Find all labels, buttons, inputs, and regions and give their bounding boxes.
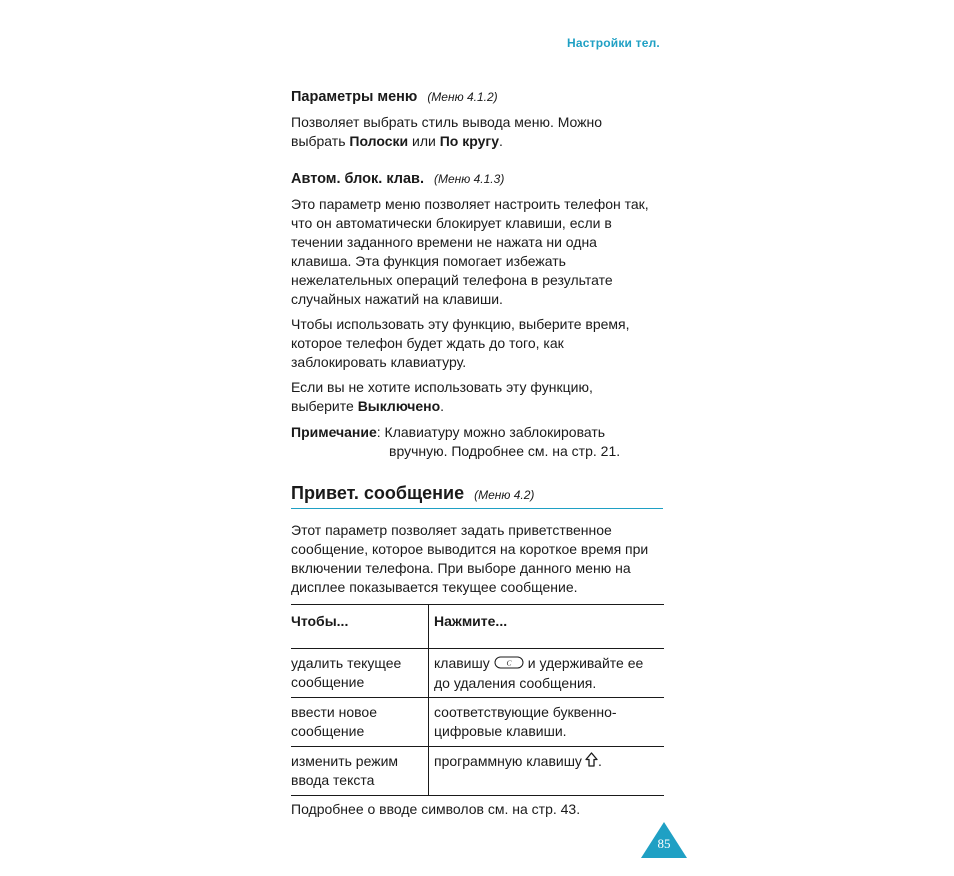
autolock-ref: (Меню 4.1.3) [434,172,505,186]
menu-style-option-stripes: Полоски [349,133,409,149]
autolock-p3-select: выберите [291,398,354,414]
cell-line [434,752,664,772]
autolock-paragraph-1 [291,195,663,309]
cell-text: клавишу [434,655,490,671]
menu-style-end: . [499,133,503,149]
note-text-1: : Клавиатуру можно заблокировать [376,424,606,440]
cell-line: сообщение [291,723,365,739]
autolock-option-off: Выключено [357,398,441,414]
menu-style-option-circle: По кругу [439,133,500,149]
menu-style-text [291,113,663,151]
table-cell-press [429,747,665,796]
autolock-p1-line: Это параметр меню позволяет настроить телефон так, [291,196,649,212]
autolock-p3-line-1: Если вы не хотите использовать эту функцию, [291,379,593,395]
table-cell-action [291,698,429,747]
clear-key-icon [494,655,524,674]
greeting-line: включении телефона. При выборе данного меню на [291,560,631,576]
menu-style-title: Параметры меню [291,89,418,105]
greeting-line: дисплее показывается текущее сообщение. [291,579,578,595]
autolock-section [291,171,663,461]
table-cell-action [291,747,429,796]
autolock-p2-line: которое телефон будет ждать до того, как [291,335,564,351]
greeting-line: сообщение, которое выводится на короткое время при [291,541,649,557]
autolock-p1-line: что он автоматически блокирует клавиши, если в [291,215,612,231]
up-arrow-icon [585,752,598,772]
cell-line: цифровые клавиши. [434,723,567,739]
menu-style-line-2-a: выбрать [291,133,346,149]
cell-line: сообщение [291,674,365,690]
table-header-press: Нажмите... [434,613,508,629]
autolock-p3-end: . [440,398,445,414]
table-row [291,747,664,796]
cell-text: программную клавишу [434,753,582,769]
menu-style-ref: (Меню 4.1.2) [427,90,498,104]
cell-line: удалить текущее [291,655,402,671]
table-cell-press [429,698,665,747]
autolock-note-line-1 [291,423,663,442]
table-header-action: Чтобы... [291,605,429,649]
autolock-p1-line: течении заданного времени не нажата ни одна [291,234,597,250]
cell-line: соответствующие буквенно- [434,704,617,720]
greeting-actions-table [291,604,664,796]
cell-line: ввести новое [291,704,377,720]
greeting-title: Привет. сообщение [291,483,465,503]
footer-note: Подробнее о вводе символов см. на стр. 43. [291,801,581,817]
autolock-heading [291,171,663,187]
note-label: Примечание [291,424,377,440]
autolock-paragraph-3 [291,378,663,416]
autolock-p3-line-2 [291,397,663,416]
cell-text: и удерживайте ее [527,655,644,671]
greeting-ref: (Меню 4.2) [474,488,535,502]
cell-text: . [597,753,602,769]
autolock-p2-line: заблокировать клавиатуру. [291,354,467,370]
menu-style-heading [291,89,663,105]
cell-line: изменить режим [291,753,399,769]
autolock-note [291,423,663,461]
greeting-line: Этот параметр позволяет задать приветственное [291,522,612,538]
greeting-heading [291,483,663,509]
menu-style-line-2 [291,132,663,151]
svg-text:C: C [506,658,512,668]
menu-style-section [291,89,663,151]
table-cell-press [429,649,665,698]
menu-style-or: или [412,133,436,149]
autolock-paragraph-2 [291,315,663,372]
menu-style-line-1: Позволяет выбрать стиль вывода меню. Можно [291,114,603,130]
greeting-paragraph [291,521,663,597]
cell-line: до удаления сообщения. [434,674,597,691]
table-row [291,649,664,698]
autolock-title: Автом. блок. клав. [291,171,424,187]
table-header-row [291,605,664,649]
note-text-2: вручную. Подробнее см. на стр. 21. [389,443,621,459]
table-row [291,698,664,747]
cell-line [434,654,664,674]
autolock-p2-line: Чтобы использовать эту функцию, выберите время, [291,316,630,332]
cell-line: ввода текста [291,772,375,788]
autolock-p1-line: случайных нажатий на клавиши. [291,291,503,307]
autolock-p1-line: клавиша. Эта функция помогает избежать [291,253,566,269]
page-number: 85 [657,836,671,851]
section-header: Настройки тел. [567,36,660,50]
table-cell-action [291,649,429,698]
autolock-p1-line: нежелательных операций телефона в результате [291,272,613,288]
